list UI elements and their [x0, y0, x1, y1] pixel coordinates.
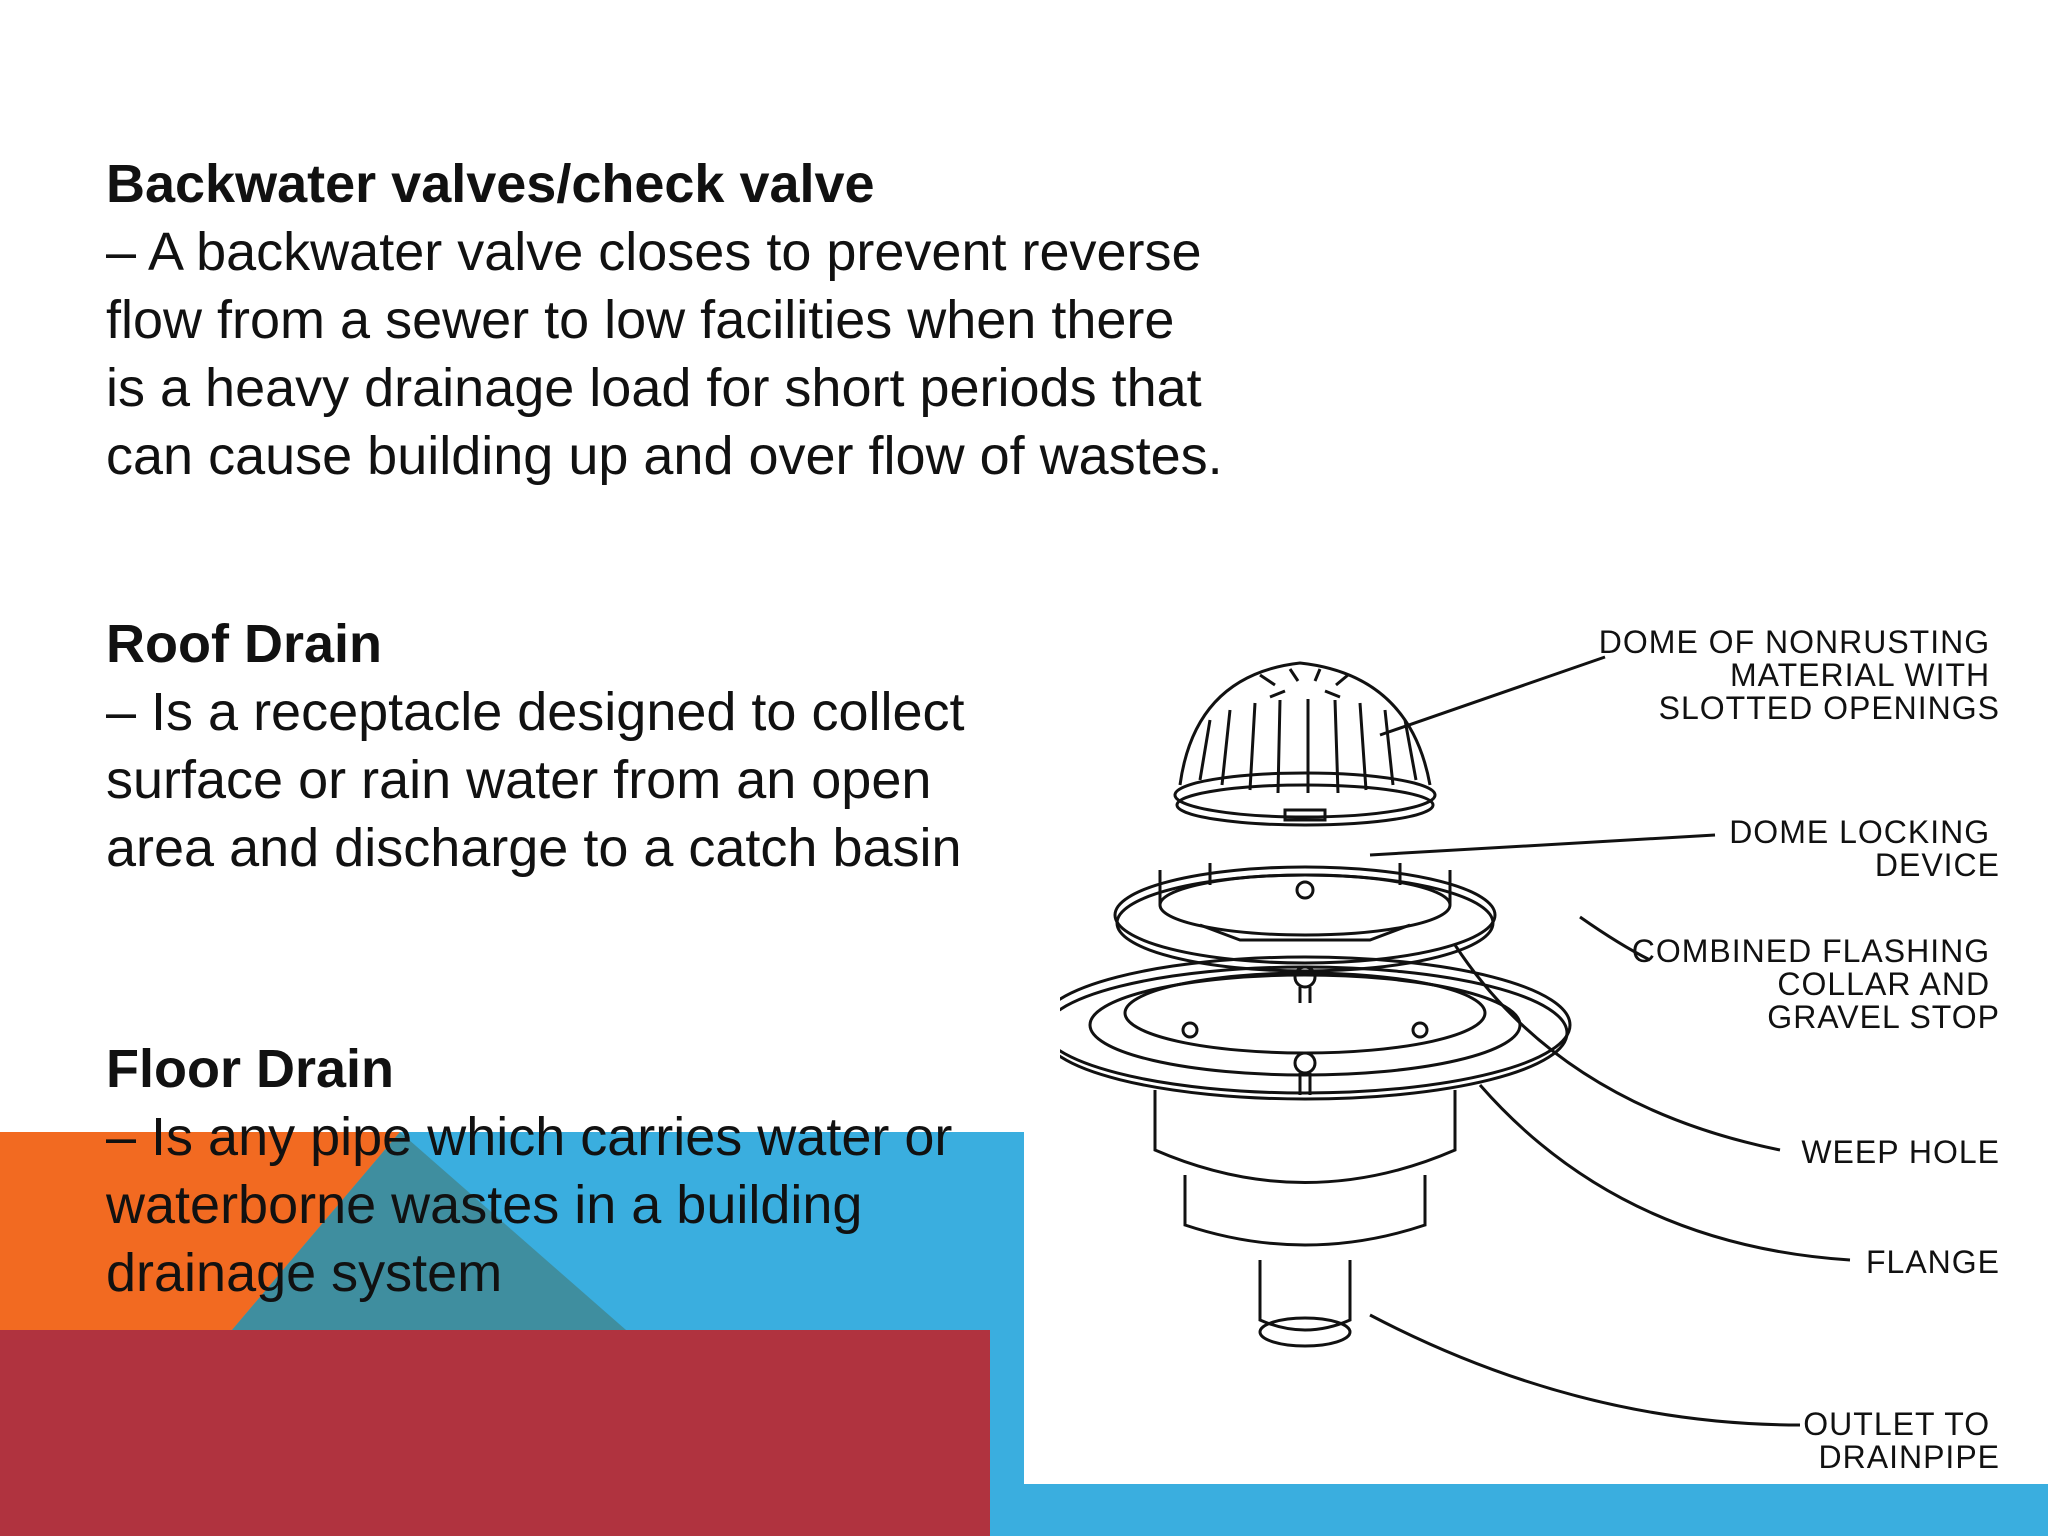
- label-outlet: OUTLET TO DRAINPIPE: [1803, 1406, 2000, 1475]
- floor-drain-section: [106, 1035, 952, 1307]
- floor-drain-line: waterborne wastes in a building: [106, 1175, 863, 1235]
- blue-bottom-strip: [1022, 1484, 2048, 1536]
- floor-drain-line: – Is any pipe which carries water or: [106, 1107, 953, 1167]
- roof-drain-line: surface or rain water from an open: [106, 750, 932, 810]
- roof-drain-diagram: [1060, 605, 2020, 1485]
- backwater-section: [106, 150, 1223, 490]
- label-weep-hole: WEEP HOLE: [1801, 1134, 2000, 1170]
- backwater-line: can cause building up and over flow of wastes.: [106, 426, 1223, 486]
- roof-drain-line: – Is a receptacle designed to collect: [106, 682, 965, 742]
- floor-drain-heading: Floor Drain: [106, 1039, 395, 1099]
- label-dome-locking: DOME LOCKING DEVICE: [1729, 814, 2000, 883]
- floor-drain-line: drainage system: [106, 1243, 503, 1303]
- backwater-line: flow from a sewer to low facilities when there: [106, 290, 1175, 350]
- backwater-heading: Backwater valves/check valve: [106, 154, 875, 214]
- roof-drain-section: [106, 610, 965, 882]
- backwater-line: – A backwater valve closes to prevent reverse: [106, 222, 1202, 282]
- dome-drawing: [1175, 663, 1435, 825]
- roof-drain-line: area and discharge to a catch basin: [106, 818, 962, 878]
- label-dome: DOME OF NONRUSTING MATERIAL WITH SLOTTED OPENINGS: [1598, 624, 2000, 726]
- label-flange: FLANGE: [1865, 1244, 2000, 1280]
- collar-drawing: [1115, 863, 1495, 1003]
- body-drawing: [1060, 957, 1570, 1346]
- label-flashing-collar: COMBINED FLASHING COLLAR AND GRAVEL STOP: [1631, 933, 2000, 1035]
- roof-drain-heading: Roof Drain: [106, 614, 382, 674]
- red-block: [0, 1330, 990, 1536]
- backwater-line: is a heavy drainage load for short periods that: [106, 358, 1202, 418]
